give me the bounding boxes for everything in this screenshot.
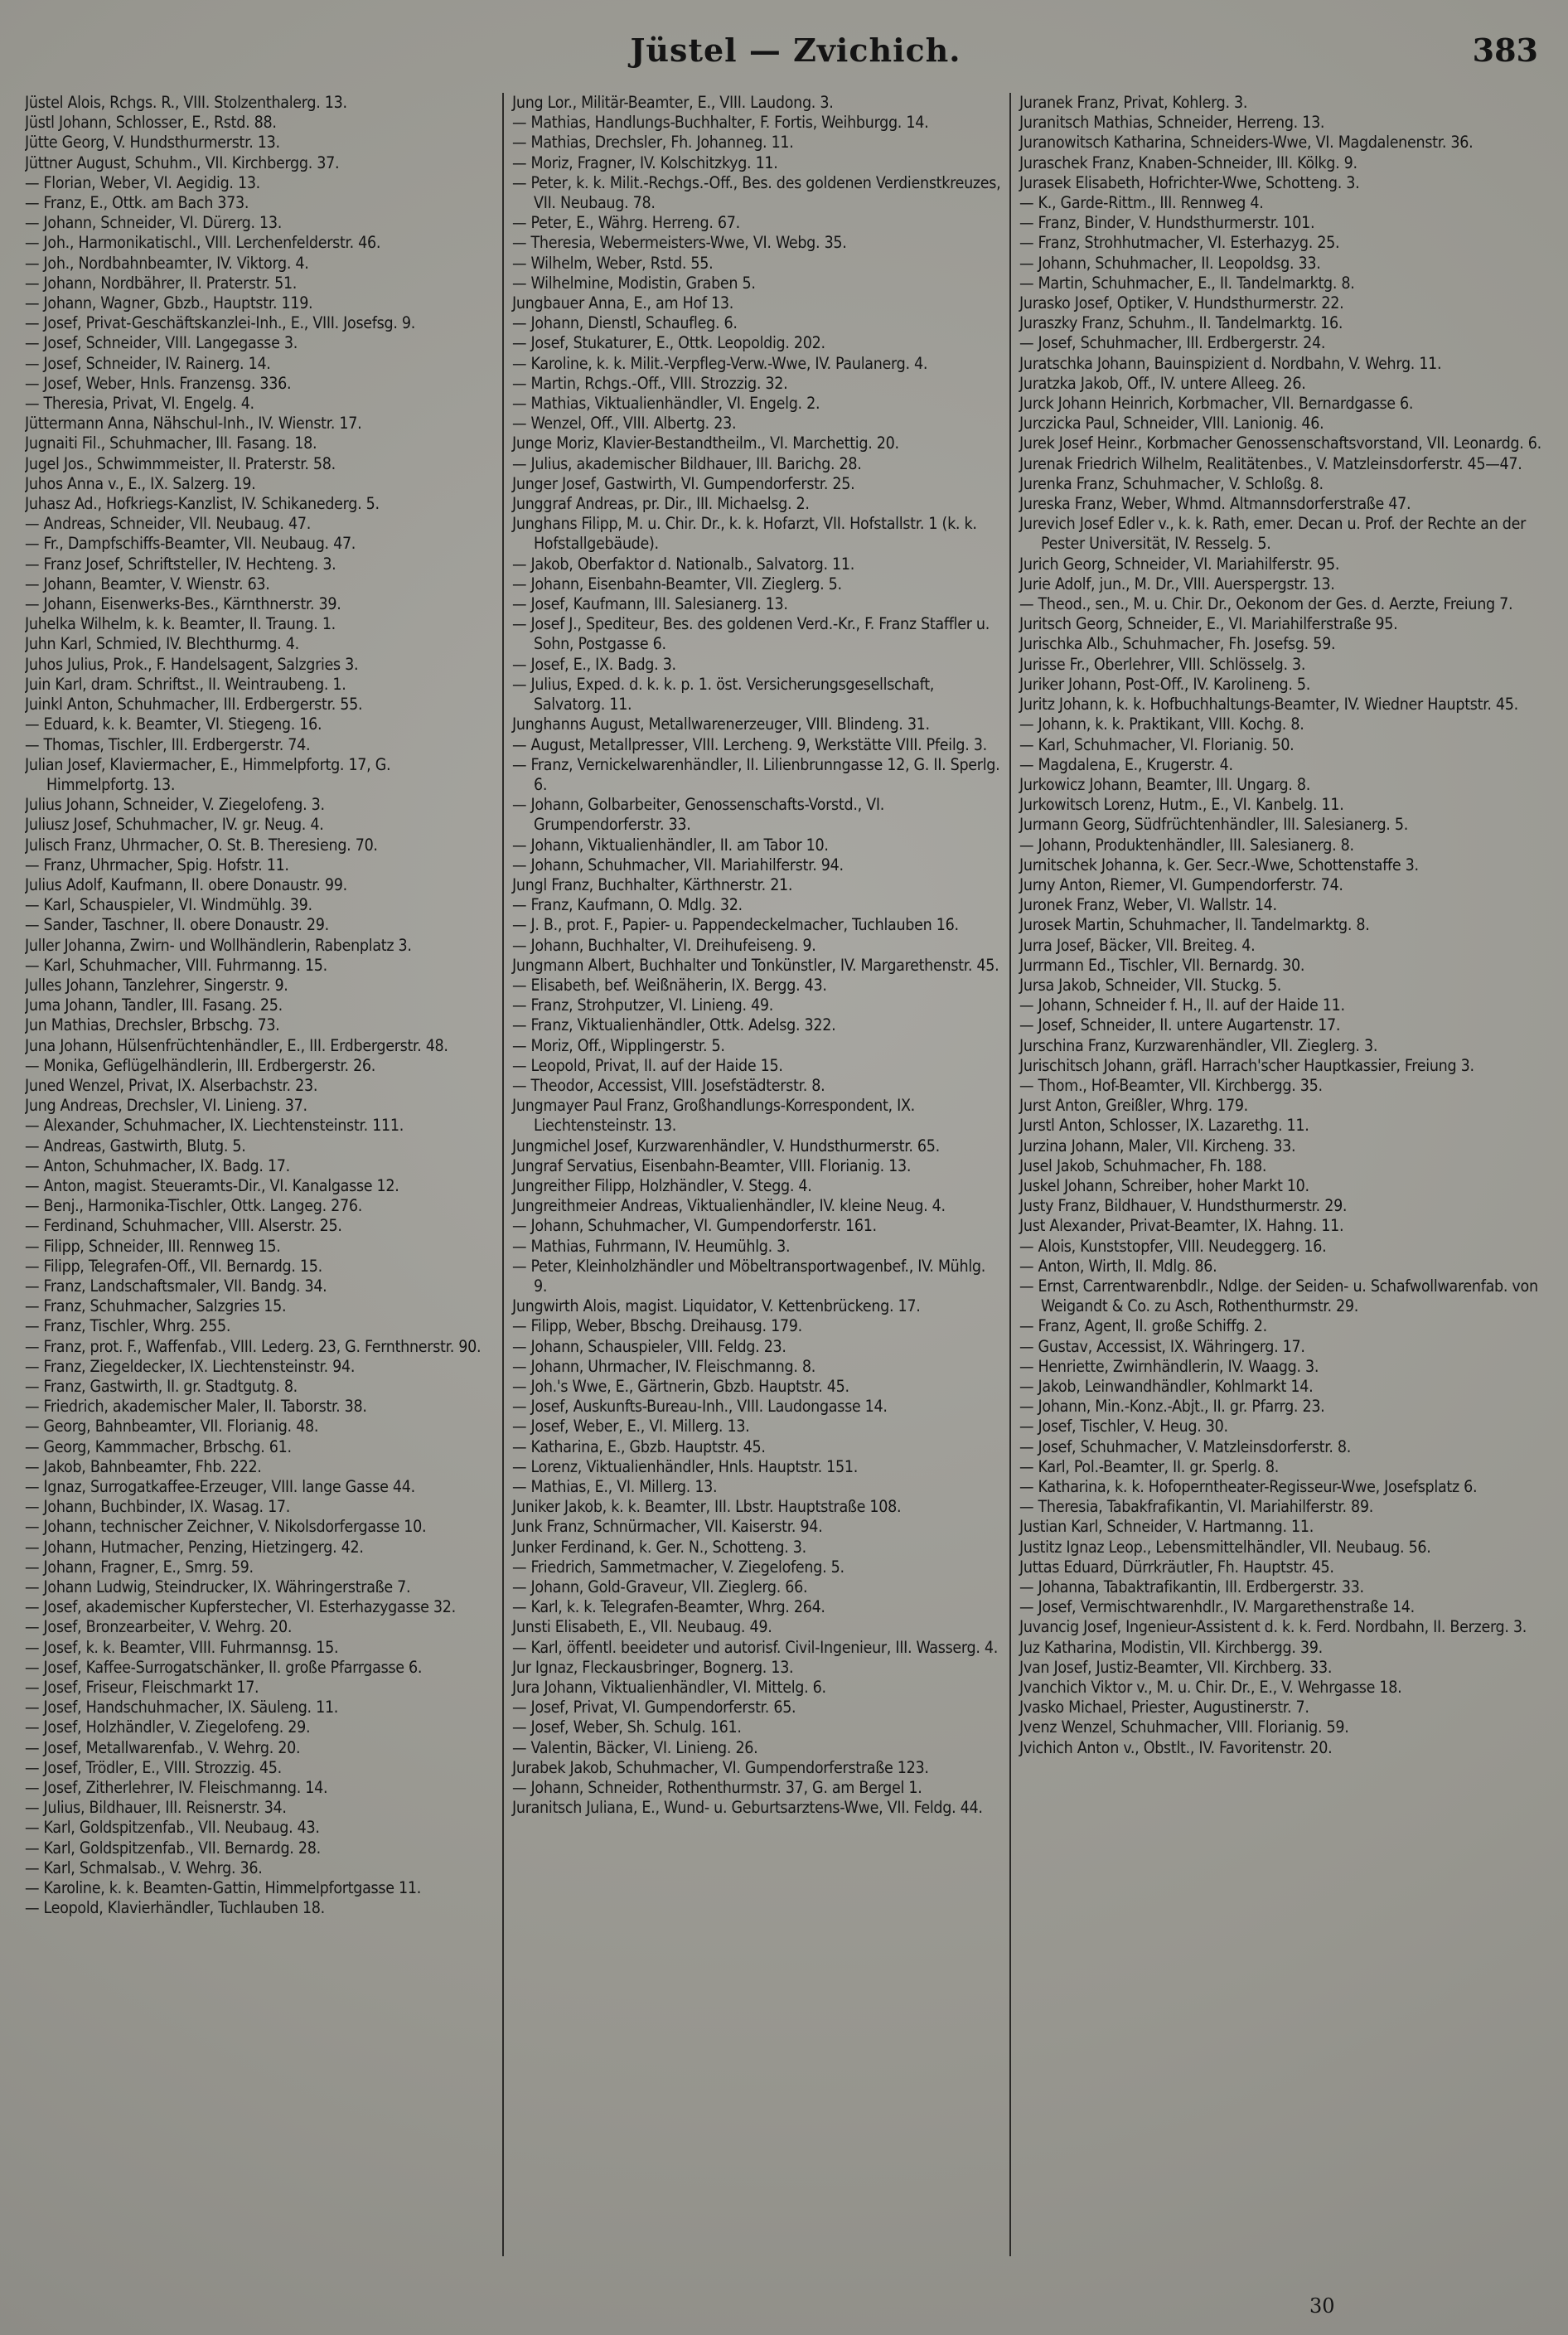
directory-entry: — Theodor, Accessist, VIII. Josefstädterstr. 8. <box>512 1075 825 1095</box>
directory-entry: — Karoline, k. k. Milit.-Verpfleg-Verw.-Wwe, IV. Paulanerg. 4. <box>512 353 928 373</box>
directory-entry: Juinkl Anton, Schuhmacher, III. Erdbergerstr. 55. <box>25 695 363 715</box>
directory-entry: — Josef, Kaffee-Surrogatschänker, II. große Pfarrgasse 6. <box>25 1657 423 1677</box>
directory-entry: Jungreither Filipp, Holzhändler, V. Stegg. 4. <box>512 1175 812 1195</box>
directory-entry: — Josef, Holzhändler, V. Ziegelofeng. 29. <box>25 1717 311 1737</box>
directory-entry: — Karl, Schuhmacher, VI. Florianig. 50. <box>1019 734 1295 754</box>
directory-entry: Juhn Karl, Schmied, IV. Blechthurmg. 4. <box>25 634 299 654</box>
directory-entry: — Theresia, Webermeisters-Wwe, VI. Webg. 35. <box>512 233 847 253</box>
directory-entry: Juranek Franz, Privat, Kohlerg. 3. <box>1019 93 1248 112</box>
directory-entry: — Josef, Handschuhmacher, IX. Säuleng. 11. <box>25 1698 339 1717</box>
directory-entry: — Johann, Schneider, VI. Dürerg. 13. <box>25 213 283 233</box>
directory-entry: — Ferdinand, Schuhmacher, VIII. Alserstr. 25. <box>25 1216 342 1236</box>
directory-entry: — Anton, Wirth, II. Mdlg. 86. <box>1019 1256 1217 1276</box>
directory-entry: — Johann, Golbarbeiter, Genossenschafts-Vorstd., VI. Grumpendorferstr. 33. <box>512 795 884 835</box>
directory-entry: — Josef, Vermischtwarenhdlr., IV. Margarethenstraße 14. <box>1019 1597 1415 1617</box>
directory-entry: Jungreithmeier Andreas, Viktualienhändler, IV. kleine Neug. 4. <box>512 1196 946 1216</box>
directory-entry: — Johann, Schuhmacher, VII. Mariahilferstr. 94. <box>512 855 844 874</box>
directory-entry: Jura Johann, Viktualienhändler, VI. Mittelg. 6. <box>512 1678 826 1698</box>
directory-entry: — Karl, Pol.-Beamter, II. gr. Sperlg. 8. <box>1019 1456 1279 1476</box>
directory-entry: — Johann, Eisenbahn-Beamter, VII. Zieglerg. 5. <box>512 574 842 593</box>
directory-entry: — Andreas, Gastwirth, Blutg. 5. <box>25 1136 246 1155</box>
directory-entry: — K., Garde-Rittm., III. Rennweg 4. <box>1019 193 1264 213</box>
directory-entry: Jurabek Jakob, Schuhmacher, VI. Gumpendorferstraße 123. <box>512 1757 929 1777</box>
directory-entry: — Johann, Hutmacher, Penzing, Hietzingerg. 42. <box>25 1537 364 1557</box>
directory-entry: Juritsch Georg, Schneider, E., VI. Mariahilferstraße 95. <box>1019 614 1398 634</box>
directory-entry: — Franz, Ziegeldecker, IX. Liechtensteinstr. 94. <box>25 1356 356 1376</box>
directory-entry: — Mathias, Viktualienhändler, VI. Engelg. 2. <box>512 394 820 414</box>
directory-entry: — Valentin, Bäcker, VI. Linieng. 26. <box>512 1737 758 1757</box>
directory-entry: — Franz, E., Ottk. am Bach 373. <box>25 193 249 213</box>
directory-entry: — Andreas, Schneider, VII. Neubaug. 47. <box>25 514 311 534</box>
directory-entry: Jurra Josef, Bäcker, VII. Breiteg. 4. <box>1019 935 1256 955</box>
directory-entry: Jurasek Elisabeth, Hofrichter-Wwe, Schotteng. 3. <box>1019 172 1360 192</box>
directory-entry: — Jakob, Bahnbeamter, Fhb. 222. <box>25 1456 262 1476</box>
directory-entry: — Jakob, Leinwandhändler, Kohlmarkt 14. <box>1019 1377 1314 1396</box>
directory-entry: — Fr., Dampfschiffs-Beamter, VII. Neubaug. 47. <box>25 534 356 554</box>
directory-entry: — Franz, Binder, V. Hundsthurmerstr. 101. <box>1019 213 1315 233</box>
directory-entry: — Franz, prot. F., Waffenfab., VIII. Lederg. 23, G. Fernthnerstr. 90. <box>25 1336 482 1356</box>
directory-entry: — Johann, Dienstl, Schaufleg. 6. <box>512 313 738 333</box>
directory-entry: Jungwirth Alois, magist. Liquidator, V. Kettenbrückeng. 17. <box>512 1296 921 1316</box>
directory-entry: — Karl, Goldspitzenfab., VII. Neubaug. 43. <box>25 1818 320 1838</box>
directory-entry: Jungbauer Anna, E., am Hof 13. <box>512 293 734 313</box>
directory-entry: — Joh.'s Wwe, E., Gärtnerin, Gbzb. Hauptstr. 45. <box>512 1377 849 1396</box>
directory-entry: — August, Metallpresser, VIII. Lercheng. 9, Werkstätte VIII. Pfeilg. 3. <box>512 734 987 754</box>
directory-entry: — Johann, Min.-Konz.-Abjt., II. gr. Pfarrg. 23. <box>1019 1397 1325 1417</box>
directory-entry: Junker Ferdinand, k. Ger. N., Schotteng. 3. <box>512 1537 806 1557</box>
directory-entry: Jun Mathias, Drechsler, Brbschg. 73. <box>25 1015 280 1035</box>
directory-entry: — Leopold, Klavierhändler, Tuchlauben 18. <box>25 1898 325 1918</box>
directory-entry: — J. B., prot. F., Papier- u. Pappendeckelmacher, Tuchlauben 16. <box>512 915 959 935</box>
directory-entry: Jurevich Josef Edler v., k. k. Rath, emer. Decan u. Prof. der Rechte an der Pester Universität, IV. Resselg. 5. <box>1019 514 1526 554</box>
directory-entry: — Wilhelm, Weber, Rstd. 55. <box>512 253 714 273</box>
directory-entry: Jung Andreas, Drechsler, VI. Linieng. 37. <box>25 1096 307 1116</box>
directory-entry: — Moriz, Fragner, IV. Kolschitzkyg. 11. <box>512 153 778 172</box>
directory-entry: Junge Moriz, Klavier-Bestandtheilm., VI. Marchettig. 20. <box>512 434 899 453</box>
directory-entry: — Johann, Produktenhändler, III. Salesianerg. 8. <box>1019 835 1354 855</box>
directory-entry: Julisch Franz, Uhrmacher, O. St. B. Theresieng. 70. <box>25 835 378 855</box>
directory-entry: — Johann, Nordbährer, II. Praterstr. 51. <box>25 273 298 293</box>
directory-entry: — Josef, Kaufmann, III. Salesianerg. 13. <box>512 594 788 614</box>
directory-entry: — Franz, Schuhmacher, Salzgries 15. <box>25 1296 287 1316</box>
directory-entry: Juraschek Franz, Knaben-Schneider, III. Kölkg. 9. <box>1019 153 1357 172</box>
directory-entry: Jurasko Josef, Optiker, V. Hundsthurmerstr. 22. <box>1019 293 1344 313</box>
directory-entry: Juhos Julius, Prok., F. Handelsagent, Salzgries 3. <box>25 654 359 674</box>
directory-entry: — Johann, Gold-Graveur, VII. Zieglerg. 66. <box>512 1577 808 1597</box>
directory-entry: Jurzina Johann, Maler, VII. Kircheng. 33. <box>1019 1136 1296 1155</box>
directory-entry: Jurkowitsch Lorenz, Hutm., E., VI. Kanbelg. 11. <box>1019 795 1344 815</box>
directory-entry: — Josef, Schneider, II. untere Augartenstr. 17. <box>1019 1015 1341 1035</box>
directory-entry: Jurkowicz Johann, Beamter, III. Ungarg. 8. <box>1019 774 1310 794</box>
directory-entry: — Katharina, k. k. Hofoperntheater-Regisseur-Wwe, Josefsplatz 6. <box>1019 1477 1478 1497</box>
directory-entry: — Joh., Harmonikatischl., VIII. Lerchenfelderstr. 46. <box>25 233 381 253</box>
directory-entry: Julles Johann, Tanzlehrer, Singerstr. 9. <box>25 975 288 995</box>
directory-entry: Jur Ignaz, Fleckausbringer, Bognerg. 13. <box>512 1657 794 1677</box>
directory-entry: — Georg, Kammmacher, Brbschg. 61. <box>25 1436 292 1456</box>
directory-entry: Jurck Johann Heinrich, Korbmacher, VII. Bernardgasse 6. <box>1019 394 1414 414</box>
directory-entry: — Johann Ludwig, Steindrucker, IX. Währingerstraße 7. <box>25 1577 411 1597</box>
directory-entry: — Karl, Goldspitzenfab., VII. Bernardg. 28. <box>25 1838 321 1858</box>
directory-entry: Juniker Jakob, k. k. Beamter, III. Lbstr. Hauptstraße 108. <box>512 1497 902 1517</box>
directory-entry: — Theresia, Privat, VI. Engelg. 4. <box>25 394 254 414</box>
directory-entry: — Julius, Bildhauer, III. Reisnerstr. 34. <box>25 1798 287 1818</box>
directory-entry: Justitz Ignaz Leop., Lebensmittelhändler, VII. Neubaug. 56. <box>1019 1537 1431 1557</box>
directory-entry: — Johann, Fragner, E., Smrg. 59. <box>25 1557 254 1577</box>
directory-entry: — Karl, Schauspieler, VI. Windmühlg. 39. <box>25 895 312 915</box>
directory-entry: — Johann, technischer Zeichner, V. Nikolsdorfergasse 10. <box>25 1517 427 1537</box>
directory-entry: — Eduard, k. k. Beamter, VI. Stiegeng. 16. <box>25 715 322 734</box>
directory-entry: Juna Johann, Hülsenfrüchtenhändler, E., III. Erdbergerstr. 48. <box>25 1035 448 1055</box>
directory-entry: — Josef, E., IX. Badg. 3. <box>512 654 676 674</box>
directory-entry: — Martin, Rchgs.-Off., VIII. Strozzig. 32. <box>512 373 788 393</box>
directory-entry: — Thomas, Tischler, III. Erdbergerstr. 74. <box>25 734 311 754</box>
directory-entry: Jurmann Georg, Südfrüchtenhändler, III. Salesianerg. 5. <box>1019 815 1408 835</box>
directory-entry: — Josef, Privat, VI. Gumpendorferstr. 65. <box>512 1698 796 1717</box>
directory-entry: Jurosek Martin, Schuhmacher, II. Tandelmarktg. 8. <box>1019 915 1370 935</box>
directory-entry: — Johann, Viktualienhändler, II. am Tabor 10. <box>512 835 829 855</box>
directory-entry: Junk Franz, Schnürmacher, VII. Kaiserstr. 94. <box>512 1517 823 1537</box>
directory-entry: — Franz, Kaufmann, O. Mdlg. 32. <box>512 895 743 915</box>
directory-entry: — Lorenz, Viktualienhändler, Hnls. Hauptstr. 151. <box>512 1456 858 1476</box>
directory-entry: Jungl Franz, Buchhalter, Kärthnerstr. 21. <box>512 874 793 894</box>
directory-entry: — Julius, akademischer Bildhauer, III. Barichg. 28. <box>512 453 862 473</box>
running-title: Jüstel — Zvichich. <box>630 31 961 69</box>
directory-entry: — Theresia, Tabakfrafikantin, VI. Mariahilferstr. 89. <box>1019 1497 1374 1517</box>
directory-entry: Julian Josef, Klaviermacher, E., Himmelpfortg. 17, G. Himmelpfortg. 13. <box>25 754 391 794</box>
directory-entry: Juronek Franz, Weber, VI. Wallstr. 14. <box>1019 895 1277 915</box>
directory-entry: Junger Josef, Gastwirth, VI. Gumpendorferstr. 25. <box>512 473 855 493</box>
column-middle <box>504 93 1011 2256</box>
directory-entry: — Ernst, Carrentwarenbdlr., Ndlge. der Seiden- u. Schafwollwarenfab. von Weigandt & Co. zu Asch, Rothenthurmstr. 29. <box>1019 1276 1538 1316</box>
directory-entry: — Karl, öffentl. beeideter und autorisf. Civil-Ingenieur, III. Wasserg. 4. <box>512 1637 999 1657</box>
directory-entry: — Josef, k. k. Beamter, VIII. Fuhrmannsg. 15. <box>25 1637 339 1657</box>
directory-entry: — Anton, magist. Steueramts-Dir., VI. Kanalgasse 12. <box>25 1175 399 1195</box>
directory-entry: Jursa Jakob, Schneider, VII. Stuckg. 5. <box>1019 975 1282 995</box>
directory-entry: Jurek Josef Heinr., Korbmacher Genossenschaftsvorstand, VII. Leonardg. 6. <box>1019 434 1541 453</box>
directory-entry: — Johann, Schuhmacher, VI. Gumpendorferstr. 161. <box>512 1216 877 1236</box>
directory-entry: Jütte Georg, V. Hundsthurmerstr. 13. <box>25 133 280 153</box>
directory-entry: — Friedrich, Sammetmacher, V. Ziegelofeng. 5. <box>512 1557 844 1577</box>
directory-entry: — Johann, Beamter, V. Wienstr. 63. <box>25 574 270 593</box>
directory-entry: Juvancig Josef, Ingenieur-Assistent d. k. k. Ferd. Nordbahn, II. Berzerg. 3. <box>1019 1617 1527 1637</box>
directory-entry: — Benj., Harmonika-Tischler, Ottk. Langeg. 276. <box>25 1196 362 1216</box>
directory-entry: — Josef, Zitherlehrer, IV. Fleischmanng. 14. <box>25 1778 328 1798</box>
directory-entry: — Thom., Hof-Beamter, VII. Kirchbergg. 35. <box>1019 1075 1323 1095</box>
directory-entry: Juin Karl, dram. Schriftst., II. Weintraubeng. 1. <box>25 674 346 694</box>
directory-entry: Jüttermann Anna, Nähschul-Inh., IV. Wienstr. 17. <box>25 414 362 434</box>
directory-entry: Jurny Anton, Riemer, VI. Gumpendorferstr. 74. <box>1019 874 1343 894</box>
directory-entry: — Karl, Schmalsab., V. Wehrg. 36. <box>25 1858 263 1877</box>
directory-entry: Jureska Franz, Weber, Whmd. Altmannsdorferstraße 47. <box>1019 494 1411 514</box>
directory-entry: — Mathias, Fuhrmann, IV. Heumühlg. 3. <box>512 1236 791 1256</box>
directory-entry: — Katharina, E., Gbzb. Hauptstr. 45. <box>512 1436 766 1456</box>
directory-entry: Juller Johanna, Zwirn- und Wollhändlerin, Rabenplatz 3. <box>25 935 412 955</box>
directory-entry: Jungraf Servatius, Eisenbahn-Beamter, VIII. Florianig. 13. <box>512 1155 912 1175</box>
directory-entry: — Elisabeth, bef. Weißnäherin, IX. Bergg. 43. <box>512 975 827 995</box>
directory-entry: — Florian, Weber, VI. Aegidig. 13. <box>25 172 260 192</box>
directory-entry: Jurschina Franz, Kurzwarenhändler, VII. Zieglerg. 3. <box>1019 1035 1378 1055</box>
directory-entry: Jurst Anton, Greißler, Whrg. 179. <box>1019 1096 1248 1116</box>
directory-entry: Justy Franz, Bildhauer, V. Hundsthurmerstr. 29. <box>1019 1196 1348 1216</box>
directory-entry: — Josef, Trödler, E., VIII. Strozzig. 45. <box>25 1757 282 1777</box>
directory-entry: Juratschka Johann, Bauinspizient d. Nordbahn, V. Wehrg. 11. <box>1019 353 1442 373</box>
directory-entry: — Ignaz, Surrogatkaffee-Erzeuger, VIII. lange Gasse 44. <box>25 1477 415 1497</box>
directory-entry: Julius Johann, Schneider, V. Ziegelofeng. 3. <box>25 795 325 815</box>
directory-entry: — Johann, Buchbinder, IX. Wasag. 17. <box>25 1497 291 1517</box>
directory-entry: — Henriette, Zwirnhändlerin, IV. Waagg. 3. <box>1019 1356 1319 1376</box>
directory-entry: — Wilhelmine, Modistin, Graben 5. <box>512 273 756 293</box>
directory-entry: — Filipp, Telegrafen-Off., VII. Bernardg. 15. <box>25 1256 322 1276</box>
directory-entry: Jvenz Wenzel, Schuhmacher, VIII. Florianig. 59. <box>1019 1717 1349 1737</box>
page-header <box>0 31 1568 81</box>
directory-entry: Jurenka Franz, Schuhmacher, V. Schloßg. 8. <box>1019 473 1324 493</box>
directory-entry: — Wenzel, Off., VIII. Albertg. 23. <box>512 414 737 434</box>
directory-entry: — Johann, Wagner, Gbzb., Hauptstr. 119. <box>25 293 313 313</box>
directory-entry: — Peter, E., Währg. Herreng. 67. <box>512 213 740 233</box>
directory-entry: Junggraf Andreas, pr. Dir., III. Michaelsg. 2. <box>512 494 810 514</box>
directory-entry: — Josef, Tischler, V. Heug. 30. <box>1019 1417 1228 1436</box>
directory-entry: — Josef, Schneider, IV. Rainerg. 14. <box>25 353 271 373</box>
directory-entry: — Josef, Auskunfts-Bureau-Inh., VIII. Laudongasse 14. <box>512 1397 888 1417</box>
directory-entry: — Georg, Bahnbeamter, VII. Florianig. 48. <box>25 1417 319 1436</box>
directory-entry: — Josef J., Spediteur, Bes. des goldenen Verd.-Kr., F. Franz Staffler u. Sohn, Postgasse 6. <box>512 614 990 654</box>
directory-entry: — Josef, Weber, Sh. Schulg. 161. <box>512 1717 742 1737</box>
directory-entry: — Josef, Schneider, VIII. Langegasse 3. <box>25 333 298 353</box>
directory-entry: — Sander, Taschner, II. obere Donaustr. 29. <box>25 915 329 935</box>
directory-entry: Jüstl Johann, Schlosser, E., Rstd. 88. <box>25 113 277 133</box>
directory-entry: — Johann, Buchhalter, VI. Dreihufeiseng. 9. <box>512 935 816 955</box>
directory-entry: — Josef, Friseur, Fleischmarkt 17. <box>25 1678 259 1698</box>
directory-entry: — Peter, k. k. Milit.-Rechgs.-Off., Bes. des goldenen Verdienstkreuzes, VII. Neubaug. 78. <box>512 172 1001 213</box>
directory-entry: — Anton, Schuhmacher, IX. Badg. 17. <box>25 1155 290 1175</box>
directory-entry: — Mathias, Handlungs-Buchhalter, F. Fortis, Weihburgg. 14. <box>512 113 929 133</box>
directory-entry: — Franz, Uhrmacher, Spig. Hofstr. 11. <box>25 855 289 874</box>
directory-entry: — Josef, Stukaturer, E., Ottk. Leopoldig. 202. <box>512 333 825 353</box>
column-right <box>1011 93 1550 2256</box>
directory-entry: — Theod., sen., M. u. Chir. Dr., Oekonom der Ges. d. Aerzte, Freiung 7. <box>1019 594 1513 614</box>
directory-entry: — Joh., Nordbahnbeamter, IV. Viktorg. 4. <box>25 253 309 273</box>
directory-entry: Jurie Adolf, jun., M. Dr., VIII. Auerspergstr. 13. <box>1019 574 1335 593</box>
directory-entry: Juttas Eduard, Dürrkräutler, Fh. Hauptstr. 45. <box>1019 1557 1334 1577</box>
directory-entry: Junsti Elisabeth, E., VII. Neubaug. 49. <box>512 1617 772 1637</box>
page-number: 383 <box>1472 31 1538 69</box>
directory-entry: Jungmichel Josef, Kurzwarenhändler, V. Hundsthurmerstr. 65. <box>512 1136 940 1155</box>
directory-entry: Jvasko Michael, Priester, Augustinerstr. 7. <box>1019 1698 1309 1717</box>
directory-entry: Jusel Jakob, Schuhmacher, Fh. 188. <box>1019 1155 1267 1175</box>
directory-entry: Justian Karl, Schneider, V. Hartmanng. 11. <box>1019 1517 1314 1537</box>
directory-entry: — Julius, Exped. d. k. k. p. 1. öst. Versicherungsgesellschaft, Salvatorg. 11. <box>512 674 935 715</box>
directory-entry: Juranitsch Juliana, E., Wund- u. Geburtsarztens-Wwe, VII. Feldg. 44. <box>512 1798 983 1818</box>
column-left <box>25 93 504 2256</box>
directory-entry: Juhos Anna v., E., IX. Salzerg. 19. <box>25 473 256 493</box>
directory-entry: — Moriz, Off., Wipplingerstr. 5. <box>512 1035 725 1055</box>
directory-entry: Juliusz Josef, Schuhmacher, IV. gr. Neug. 4. <box>25 815 324 835</box>
directory-entry: — Josef, Weber, Hnls. Franzensg. 336. <box>25 373 292 393</box>
directory-entry: Jurnitschek Johanna, k. Ger. Secr.-Wwe, Schottenstaffe 3. <box>1019 855 1419 874</box>
directory-entry: — Franz, Agent, II. große Schiffg. 2. <box>1019 1316 1267 1336</box>
directory-entry: Jvan Josef, Justiz-Beamter, VII. Kirchberg. 33. <box>1019 1657 1333 1677</box>
directory-entry: — Karl, Schuhmacher, VIII. Fuhrmanng. 15. <box>25 955 327 975</box>
directory-entry: — Magdalena, E., Krugerstr. 4. <box>1019 754 1233 774</box>
directory-entry: — Franz, Strohputzer, VI. Linieng. 49. <box>512 996 773 1015</box>
directory-entry: Juz Katharina, Modistin, VII. Kirchbergg. 39. <box>1019 1637 1323 1657</box>
directory-entry: — Franz, Vernickelwarenhändler, II. Lilienbrunngasse 12, G. II. Sperlg. 6. <box>512 754 1000 794</box>
directory-entry: Juhasz Ad., Hofkriegs-Kanzlist, IV. Schikanederg. 5. <box>25 494 380 514</box>
directory-entry: Jurstl Anton, Schlosser, IX. Lazarethg. 11. <box>1019 1116 1309 1136</box>
directory-entry: — Alois, Kunststopfer, VIII. Neudeggerg. 16. <box>1019 1236 1327 1256</box>
directory-entry: — Franz, Landschaftsmaler, VII. Bandg. 34. <box>25 1276 327 1296</box>
directory-entry: Juma Johann, Tandler, III. Fasang. 25. <box>25 996 283 1015</box>
directory-entry: Juratzka Jakob, Off., IV. untere Alleeg. 26. <box>1019 373 1306 393</box>
directory-entry: — Alexander, Schuhmacher, IX. Liechtensteinstr. 111. <box>25 1116 404 1136</box>
directory-entry: — Josef, Bronzearbeiter, V. Wehrg. 20. <box>25 1617 293 1637</box>
signature-mark: 30 <box>1309 2294 1335 2318</box>
directory-entry: — Johann, Schneider f. H., II. auf der Haide 11. <box>1019 996 1345 1015</box>
directory-entry: Juranitsch Mathias, Schneider, Herreng. 13. <box>1019 113 1325 133</box>
directory-entry: Jvichich Anton v., Obstlt., IV. Favoritenstr. 20. <box>1019 1737 1333 1757</box>
directory-entry: — Johann, Schauspieler, VIII. Feldg. 23. <box>512 1336 786 1356</box>
directory-entry: — Franz Josef, Schriftsteller, IV. Hechteng. 3. <box>25 554 336 574</box>
directory-entry: Juned Wenzel, Privat, IX. Alserbachstr. 23. <box>25 1075 318 1095</box>
directory-entry: — Josef, Weber, E., VI. Millerg. 13. <box>512 1417 750 1436</box>
directory-entry: — Franz, Viktualienhändler, Ottk. Adelsg. 322. <box>512 1015 836 1035</box>
directory-entry: Jurich Georg, Schneider, VI. Mariahilferstr. 95. <box>1019 554 1340 574</box>
directory-entry: — Filipp, Weber, Bbschg. Dreihausg. 179. <box>512 1316 802 1336</box>
directory-entry: Jurenak Friedrich Wilhelm, Realitätenbes., V. Matzleinsdorferstr. 45—47. <box>1019 453 1522 473</box>
directory-entry: — Johann, Eisenwerks-Bes., Kärnthnerstr. 39. <box>25 594 341 614</box>
directory-entry: Julius Adolf, Kaufmann, II. obere Donaustr. 99. <box>25 874 347 894</box>
directory-entry: — Franz, Gastwirth, II. gr. Stadtgutg. 8. <box>25 1377 298 1396</box>
directory-entry: Jung Lor., Militär-Beamter, E., VIII. Laudong. 3. <box>512 93 834 112</box>
directory-entry: Jugel Jos., Schwimmmeister, II. Praterstr. 58. <box>25 453 336 473</box>
directory-entry: Junghans Filipp, M. u. Chir. Dr., k. k. Hofarzt, VII. Hofstallstr. 1 (k. k. Hofstallgebäude). <box>512 514 977 554</box>
directory-entry: Jungmayer Paul Franz, Großhandlungs-Korrespondent, IX. Liechtensteinstr. 13. <box>512 1096 915 1136</box>
directory-entry: — Josef, akademischer Kupferstecher, VI. Esterhazygasse 32. <box>25 1597 456 1617</box>
directory-entry: — Franz, Tischler, Whrg. 255. <box>25 1316 231 1336</box>
directory-entry: Juhelka Wilhelm, k. k. Beamter, II. Traung. 1. <box>25 614 336 634</box>
directory-entry: Jungmann Albert, Buchhalter und Tonkünstler, IV. Margarethenstr. 45. <box>512 955 999 975</box>
directory-entry: Juraszky Franz, Schuhm., II. Tandelmarktg. 16. <box>1019 313 1343 333</box>
directory-entry: — Filipp, Schneider, III. Rennweg 15. <box>25 1236 281 1256</box>
directory-entry: Juranowitsch Katharina, Schneiders-Wwe, VI. Magdalenenstr. 36. <box>1019 133 1474 153</box>
directory-entry: Juskel Johann, Schreiber, hoher Markt 10. <box>1019 1175 1309 1195</box>
directory-entry: — Leopold, Privat, II. auf der Haide 15. <box>512 1055 783 1075</box>
directory-entry: — Karoline, k. k. Beamten-Gattin, Himmelpfortgasse 11. <box>25 1878 421 1898</box>
directory-entry: Junghanns August, Metallwarenerzeuger, VIII. Blindeng. 31. <box>512 715 930 734</box>
directory-entry: Juriker Johann, Post-Off., IV. Karolineng. 5. <box>1019 674 1311 694</box>
directory-entry: — Josef, Schuhmacher, V. Matzleinsdorferstr. 8. <box>1019 1436 1352 1456</box>
directory-entry: — Josef, Schuhmacher, III. Erdbergerstr. 24. <box>1019 333 1326 353</box>
directory-entry: — Martin, Schuhmacher, E., II. Tandelmarktg. 8. <box>1019 273 1355 293</box>
directory-entry: — Friedrich, akademischer Maler, II. Taborstr. 38. <box>25 1397 367 1417</box>
directory-columns <box>25 93 1550 2256</box>
directory-entry: — Johann, Schuhmacher, II. Leopoldsg. 33. <box>1019 253 1321 273</box>
directory-entry: Jurischitsch Johann, gräfl. Harrach'scher Hauptkassier, Freiung 3. <box>1019 1055 1474 1075</box>
directory-entry: Jurrmann Ed., Tischler, VII. Bernardg. 30. <box>1019 955 1305 975</box>
directory-entry: — Peter, Kleinholzhändler und Möbeltransportwagenbef., IV. Mühlg. 9. <box>512 1256 986 1296</box>
directory-entry: — Mathias, Drechsler, Fh. Johanneg. 11. <box>512 133 794 153</box>
directory-entry: Jüttner August, Schuhm., VII. Kirchbergg. 37. <box>25 153 340 172</box>
directory-entry: Juritz Johann, k. k. Hofbuchhaltungs-Beamter, IV. Wiedner Hauptstr. 45. <box>1019 695 1518 715</box>
directory-entry: — Johann, k. k. Praktikant, VIII. Kochg. 8. <box>1019 715 1304 734</box>
directory-entry: — Johann, Schneider, Rothenthurmstr. 37, G. am Bergel 1. <box>512 1778 922 1798</box>
directory-entry: Jurczicka Paul, Schneider, VIII. Lanionig. 46. <box>1019 414 1324 434</box>
directory-entry: Jurischka Alb., Schuhmacher, Fh. Josefsg. 59. <box>1019 634 1336 654</box>
directory-entry: — Johann, Uhrmacher, IV. Fleischmanng. 8. <box>512 1356 815 1376</box>
directory-entry: Just Alexander, Privat-Beamter, IX. Hahng. 11. <box>1019 1216 1344 1236</box>
directory-entry: — Mathias, E., VI. Millerg. 13. <box>512 1477 718 1497</box>
directory-entry: Jüstel Alois, Rchgs. R., VIII. Stolzenthalerg. 13. <box>25 93 347 112</box>
directory-entry: — Karl, k. k. Telegrafen-Beamter, Whrg. 264. <box>512 1597 825 1617</box>
directory-entry: — Monika, Geflügelhändlerin, III. Erdbergerstr. 26. <box>25 1055 376 1075</box>
directory-entry: — Johanna, Tabaktrafikantin, III. Erdbergerstr. 33. <box>1019 1577 1364 1597</box>
directory-entry: — Jakob, Oberfaktor d. Nationalb., Salvatorg. 11. <box>512 554 854 574</box>
directory-entry: — Josef, Metallwarenfab., V. Wehrg. 20. <box>25 1737 301 1757</box>
directory-entry: — Gustav, Accessist, IX. Währingerg. 17. <box>1019 1336 1305 1356</box>
directory-entry: Jurisse Fr., Oberlehrer, VIII. Schlösselg. 3. <box>1019 654 1306 674</box>
directory-entry: — Franz, Strohhutmacher, VI. Esterhazyg. 25. <box>1019 233 1340 253</box>
directory-entry: Jugnaiti Fil., Schuhmacher, III. Fasang. 18. <box>25 434 317 453</box>
directory-entry: Jvanchich Viktor v., M. u. Chir. Dr., E., V. Wehrgasse 18. <box>1019 1678 1402 1698</box>
directory-entry: — Josef, Privat-Geschäftskanzlei-Inh., E., VIII. Josefsg. 9. <box>25 313 416 333</box>
